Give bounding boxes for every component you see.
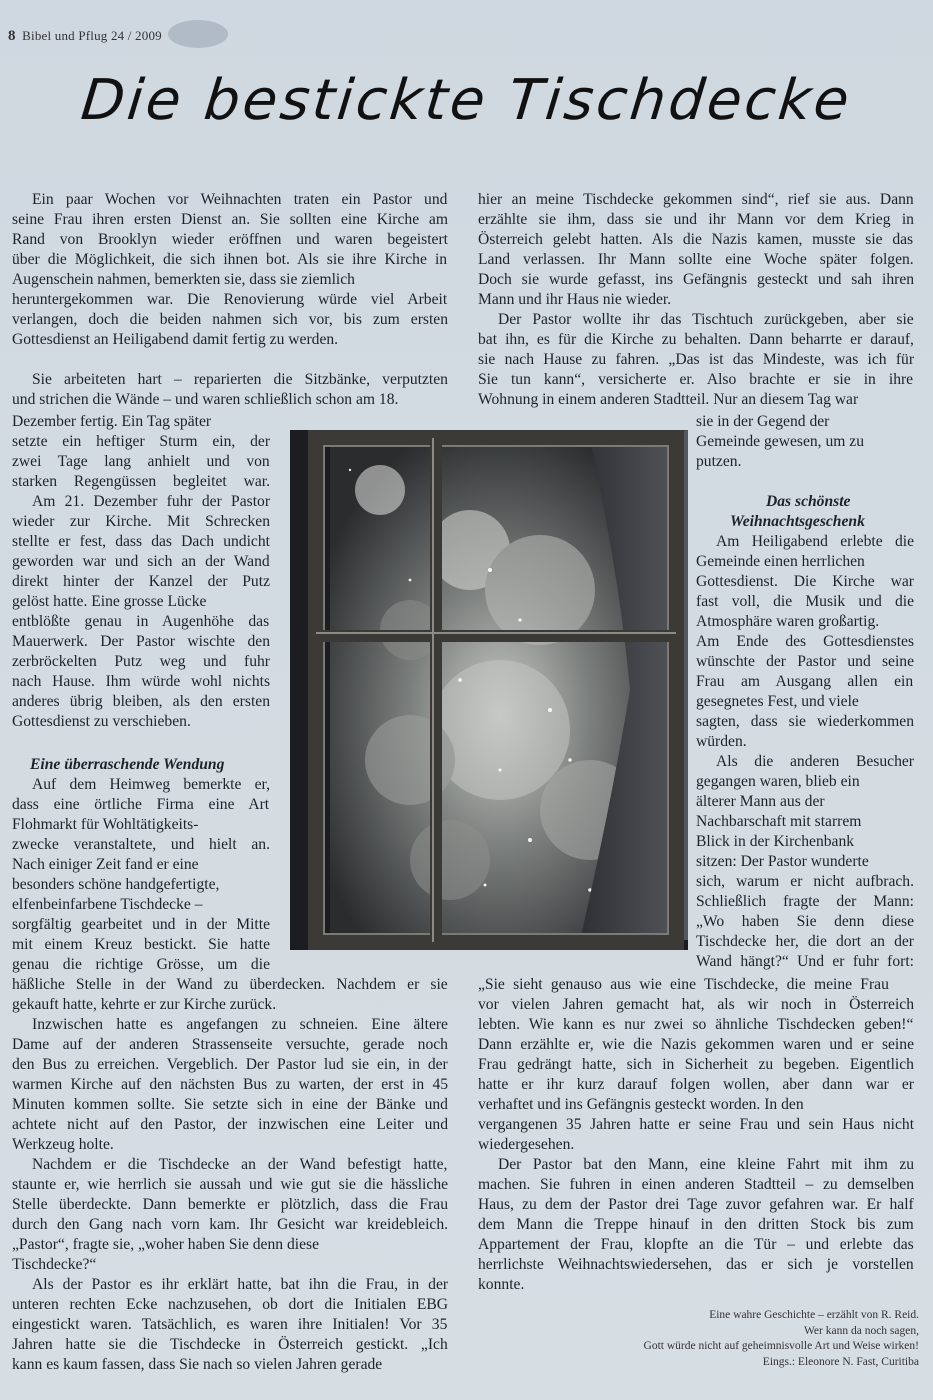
- text-line: Gottesdienst. Die Kirche war: [696, 573, 914, 590]
- heading-unexpected-turn: Eine überraschende Wendung: [30, 756, 225, 773]
- text-line: Haus, zu dem der Pastor drei Tage zuvor gefahren war. Er half: [478, 1196, 914, 1213]
- text-line: staunte er, wie herrlich sie aussah und wie gut sie die hässliche: [12, 1176, 449, 1193]
- text-line: „Sie sieht genauso aus wie eine Tischdecke, die meine Frau: [478, 976, 889, 993]
- text-line: gegangen waren, blieb ein: [696, 773, 860, 790]
- text-line: vergangenen 35 Jahren hatte er seine Frau und sein Haus nicht: [478, 1116, 915, 1133]
- text-line: verlangen, doch die beiden nahmen sich vor, bis zum ersten: [12, 311, 449, 328]
- text-line: häßliche Stelle in der Wand zu überdecken. Nachdem er sie: [12, 976, 448, 993]
- text-line: fast voll, die Musik und die: [696, 593, 915, 610]
- text-line: Mann und ihr Haus nie wieder.: [478, 291, 672, 308]
- credit-line: Eine wahre Geschichte – erzählt von R. Reid.: [709, 1309, 919, 1321]
- text-line: zerbröckelten Putz weg und fuhr: [12, 653, 270, 670]
- text-line: wieder zur Kirche. Mit Schrecken: [12, 513, 271, 530]
- text-line: achtete nicht auf den Pastor, der inzwischen eine Leiter und: [12, 1116, 449, 1133]
- text-line: bat ihn, es für die Kirche zu behalten. Dann beharrte er darauf,: [478, 331, 914, 348]
- text-line: hatte er ihr kurz darauf folgen wollen, aber dann war er: [478, 1076, 914, 1093]
- text-line: Der Pastor bat den Mann, eine kleine Fahrt mit ihm zu: [498, 1156, 915, 1173]
- text-line: genau die richtige Grösse, um die: [12, 956, 270, 973]
- text-line: Atmosphäre waren großartig.: [696, 613, 880, 630]
- text-line: sagten, dass sie wiederkommen: [696, 713, 914, 730]
- article-title: Die bestickte Tischdecke: [78, 68, 855, 133]
- text-line: Augenschein nahmen, bemerkten sie, dass sie ziemlich: [12, 271, 355, 288]
- text-line: älterer Mann aus der: [696, 793, 825, 810]
- text-line: erzählte sie ihm, dass sie und ihr Mann vor dem Krieg in: [478, 211, 914, 228]
- text-line: „Wo haben Sie denn diese: [696, 913, 915, 930]
- text-line: kann es kaum fassen, dass Sie nach so vielen Jahren gerade: [12, 1356, 383, 1373]
- credit-line: Eings.: Eleonore N. Fast, Curitiba: [762, 1355, 919, 1368]
- text-line: Jahren hatte sie die Tischdecke in Österreich gestickt. „Ich: [12, 1336, 448, 1353]
- text-line: Gemeinde gewesen, um zu: [696, 433, 865, 450]
- text-line: seine Frau ihren ersten Dienst an. Sie sollten eine Kirche am: [12, 211, 448, 228]
- heading-best-gift-line-2: Weihnachtsgeschenk: [730, 513, 865, 530]
- text-line: gesegnetes Fest, und viele: [696, 693, 859, 710]
- text-line: nach Hause. Ihm würde wohl nichts: [12, 673, 271, 690]
- text-line: würden.: [696, 733, 747, 750]
- text-line: Sie arbeiteten hart – reparierten die Sitzbänke, verputzten: [32, 371, 448, 388]
- text-line: geworden war und sich an der Wand: [12, 553, 270, 570]
- text-line: mit einem Kreuz bestickt. Sie hatte: [12, 936, 271, 953]
- text-line: Nachdem er die Tischdecke an der Wand befestigt hatte,: [32, 1156, 448, 1173]
- text-line: Österreich gelebt hatten. Als die Nazis kamen, musste sie das: [478, 231, 914, 248]
- text-line: Am Ende des Gottesdienstes: [696, 633, 915, 650]
- text-line: Gottesdienst an Heiligabend damit fertig zu werden.: [12, 331, 339, 348]
- text-line: machen. Sie fuhren in einen anderen Stadtteil – zu demselben: [478, 1176, 914, 1193]
- publication-logo: [168, 20, 228, 48]
- text-line: Gemeinde einen herrlichen: [696, 553, 865, 570]
- text-line: Wohnung in einem anderen Stadtteil. Nur an diesem Tag war: [478, 391, 859, 408]
- text-line: Als die anderen Besucher: [716, 753, 914, 770]
- text-line: Stelle überdeckte. Dann bemerkte er plötzlich, dass die Frau: [12, 1196, 449, 1213]
- text-line: Minuten kommen sollte. Sie setzte sich in eine der Bänke und: [12, 1096, 448, 1113]
- text-line: Appartement der Frau, klopfte an die Tür – und erlebte das: [478, 1236, 914, 1253]
- text-line: vor vielen Jahren gemacht hat, als wir noch in Österreich: [478, 996, 915, 1013]
- text-line: anderes übrig bleiben, als den ersten: [12, 693, 270, 710]
- text-line: eingestickt waren. Tatsächlich, es waren ihre Initialen! Vor 35: [12, 1316, 448, 1333]
- text-line: Land verlassen. Ihr Mann sollte eine Woche später folgen.: [478, 251, 914, 268]
- text-line: Frau am Ausgang allen ein: [696, 673, 914, 690]
- text-line: Sie tun kann“, versicherte er. Also brachte er sie in ihre: [478, 371, 914, 388]
- text-line: gekauft hatte, kehrte er zur Kirche zurück.: [12, 996, 277, 1013]
- text-line: Frau gedrängt hatte, sich in Sicherheit zu begeben. Eigentlich: [478, 1056, 914, 1073]
- text-line: Der Pastor wollte ihr das Tischtuch zurückgeben, aber sie: [498, 311, 914, 328]
- text-line: sie in der Gegend der: [696, 413, 830, 430]
- text-line: Inzwischen hatte es angefangen zu schneien. Eine ältere: [32, 1016, 448, 1033]
- text-line: sitzen: Der Pastor wunderte: [696, 853, 869, 870]
- text-line: Ein paar Wochen vor Weihnachten traten ein Pastor und: [32, 191, 448, 208]
- text-line: starken Regengüssen begleitet war.: [12, 473, 270, 490]
- text-line: unteren rechten Ecke nachzusehen, ob dort die Initialen EBG: [12, 1296, 449, 1313]
- text-line: Am 21. Dezember fuhr der Pastor: [32, 493, 271, 510]
- text-line: zwecke veranstaltete, und hielt an.: [12, 836, 270, 853]
- credit-line: Gott würde nicht auf geheimnisvolle Art und Weise wirken!: [643, 1340, 919, 1352]
- text-line: Auf dem Heimweg bemerkte er,: [32, 776, 270, 793]
- text-line: Wand hängt?“ Und er fuhr fort:: [696, 953, 915, 970]
- text-line: hier an meine Tischdecke gekommen sind“, rief sie aus. Dann: [478, 191, 914, 208]
- text-line: gelöst hatte. Eine grosse Lücke: [12, 593, 207, 610]
- text-line: über die Möglichkeit, die sich ihnen bot. Als sie ihre Kirche in: [12, 251, 448, 268]
- page-header: [8, 28, 162, 45]
- heading-best-gift-line-1: Das schönste: [766, 493, 851, 510]
- text-line: sie nach Hause zu fahren. „Das ist das Mindeste, was ich für: [478, 351, 915, 368]
- text-line: sorgfältig gearbeitet und in der Mitte: [12, 916, 271, 933]
- text-line: herrlichste Weihnachtswiedersehen, das er sich je vorstellen: [478, 1256, 914, 1273]
- text-line: elfenbeinfarbene Tischdecke –: [12, 896, 203, 913]
- credits: [499, 1308, 919, 1370]
- text-line: setzte ein heftiger Sturm ein, der: [12, 433, 271, 450]
- text-line: Doch sie wurde gefasst, ins Gefängnis gesteckt und sah ihren: [478, 271, 915, 288]
- text-line: und strichen die Wände – und waren schließlich schon am 18.: [12, 391, 399, 408]
- text-line: Dann erzählte er, wie die Nazis gekommen waren und er seine: [478, 1036, 914, 1053]
- window-illustration: [290, 430, 688, 950]
- text-line: putzen.: [696, 453, 742, 470]
- publication-name: Bibel und Pflug 24 / 2009: [22, 28, 162, 43]
- text-line: Werkzeug holte.: [12, 1136, 114, 1153]
- text-line: Tischdecke?“: [12, 1256, 97, 1273]
- text-line: konnte.: [478, 1276, 525, 1293]
- text-line: heruntergekommen war. Die Renovierung würde viel Arbeit: [12, 291, 448, 308]
- text-line: zwei Tage lang anhielt und von: [12, 453, 270, 470]
- text-line: dass eine örtliche Firma eine Art: [12, 796, 270, 813]
- text-line: wiedergesehen.: [478, 1136, 575, 1153]
- text-line: direkt hinter der Kanzel der Putz: [12, 573, 270, 590]
- page-number: 8: [8, 28, 16, 44]
- text-line: entblößte genau in Augenhöhe das: [12, 613, 270, 630]
- text-line: Mauerwerk. Der Pastor wischte den: [12, 633, 270, 650]
- text-line: Flohmarkt für Wohltätigkeits-: [12, 816, 199, 833]
- text-line: durch den Gang nach vorn kam. Ihr Gesicht war kreidebleich.: [12, 1216, 449, 1233]
- text-line: Dame auf der anderen Strassenseite versuchte, gerade noch: [12, 1036, 448, 1053]
- text-line: Dezember fertig. Ein Tag später: [12, 413, 212, 430]
- text-line: Nachbarschaft mit starrem: [696, 813, 862, 830]
- text-line: Am Heiligabend erlebte die: [716, 533, 914, 550]
- text-line: Schließlich fragte der Mann:: [696, 893, 915, 910]
- text-line: dem Mann die Treppe hinauf in den dritten Stock bis zum: [478, 1216, 914, 1233]
- text-line: Als der Pastor es ihr erklärt hatte, bat ihn die Frau, in der: [32, 1276, 449, 1293]
- text-line: Tischdecke her, die dort an der: [696, 933, 914, 950]
- text-line: Rand von Brooklyn wieder eröffnen und waren begeistert: [12, 231, 449, 248]
- text-line: warmen Kirche auf den nächsten Bus zu warten, der erst in 45: [12, 1076, 449, 1093]
- text-line: lebten. Wie kann es nur zwei so ähnliche Tischdecken geben!“: [478, 1016, 914, 1033]
- text-line: Blick in der Kirchenbank: [696, 833, 855, 850]
- text-line: stellte er fest, dass das Dach undicht: [12, 533, 270, 550]
- text-line: „Pastor“, fragte sie, „woher haben Sie denn diese: [12, 1236, 319, 1253]
- text-line: Gottesdienst zu verschieben.: [12, 713, 191, 730]
- credit-line: Wer kann da noch sagen,: [804, 1324, 919, 1337]
- window-photo: [290, 430, 688, 950]
- text-line: den Bus zu erreichen. Vergeblich. Der Pastor lud sie ein, in der: [12, 1056, 448, 1073]
- text-line: besonders schöne handgefertigte,: [12, 876, 220, 893]
- text-line: sich, warum er nicht aufbrach.: [696, 873, 915, 890]
- text-line: Nach einiger Zeit fand er eine: [12, 856, 199, 873]
- text-line: wünschte der Pastor und seine: [696, 653, 915, 670]
- text-line: verhaftet und ins Gefängnis gesteckt worden. In den: [478, 1096, 804, 1113]
